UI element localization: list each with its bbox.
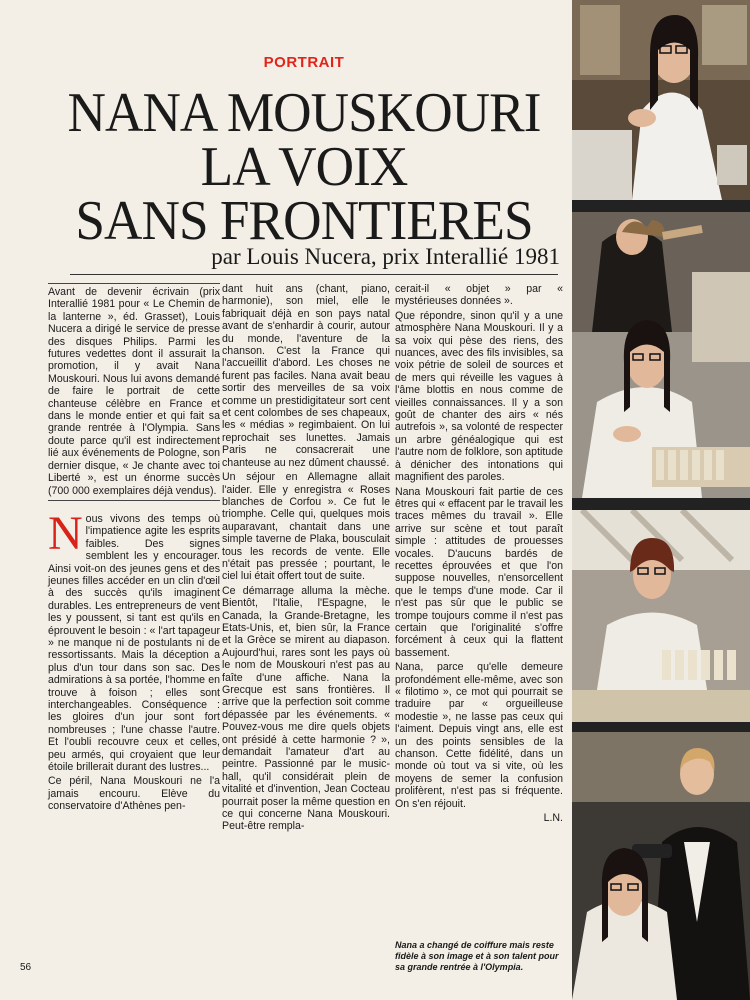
photo-rollers-image — [572, 510, 750, 722]
byline: par Louis Nucera, prix Interallié 1981 — [211, 244, 560, 269]
section-kicker: PORTRAIT — [263, 54, 345, 71]
column-1 — [48, 283, 220, 815]
signature: L.N. — [543, 812, 563, 825]
col3-paragraph-2: Que répondre, sinon qu'il y a une atmosphère Nana Mouskouri. Il y a sa voix qui pèse des riens, des nuances, avec des fils invisibles, sa voix pétrie de soleil de sources et de mers qui réveille les vagues à l'âme blottis en nous comme de vieilles connaissances. Il y a son goût de chanter des airs « nés autrefois », sa volonté de respecter un arbre généalogique qui est l'autre nom de folklore, son aptitude à dénicher des intonations qui magnifient des paroles. — [395, 309, 563, 484]
headline-line-2: LA VOIX — [200, 136, 408, 198]
col2-paragraph-2: Un séjour en Allemagne allait l'aider. Elle y enregistra « Roses blanches de Corfou ». Ce fut le triomphe. Celle qui, quelques mois auparavant, chantait dans une simple taverne de Plaka, bousculait tous les records de vente. Elle n'était pas pressée ; pourtant, le ciel lui était offert tout de suite. — [222, 471, 390, 583]
col3-paragraph-1: cerait-il « objet » par « mystérieuses données ». — [395, 283, 563, 308]
drop-cap: N — [48, 506, 83, 560]
photo-salon-seated — [572, 0, 750, 200]
photo-rollers — [572, 510, 750, 722]
col2-paragraph-3: Ce démarrage alluma la mèche. Bientôt, l'Italie, l'Espagne, le Canada, la Grande-Bretagne, les Etats-Unis, et, bien sûr, la France et la Grèce se mirent au diapason. Aujourd'hui, rares sont les pays où le nom de Mouskouri n'est pas au faîte d'une affiche. Nana la Grecque est sans frontières. Il arrive que la perfection soit comme dépassée par les événements. « Pouvez-vous me dire quels objets ont présidé à cette harmonie ? », demandait l'amateur d'art au peintre. Passionné par le music-hall, qu'il considérait plein de vitalité et d'invention, Jean Cocteau pourrait poser la même question en ce qui concerne Nana Mouskouri. Peut-être rempla- — [222, 584, 390, 833]
photo-blowdry-image — [572, 732, 750, 1000]
col1-paragraph-1 — [48, 506, 220, 774]
photo-strip — [572, 0, 750, 1000]
intro-box: Avant de devenir écrivain (prix Interallié 1981 pour « Le Chemin de la lanterne », éd. Grasset), Louis Nucera a dirigé le service de presse des disques Philips. Parmi les futures vedettes dont il assurait la promotion, il y avait Nana Mouskouri. Nous lui avons demandé de faire le portrait de cette chanteuse célèbre en France et dans le monde entier et qui fait sa grande rentrée à l'Olympia. Sans doute parce qu'il est indirectement lié aux événements de Pologne, son dernier disque, « Je chante avec toi Liberté », est un énorme succès (700 000 exemplaires déjà vendus). — [48, 283, 220, 501]
photo-hairdresser-image — [572, 212, 750, 498]
col1-text: ous vivons des temps où l'impatience agite les esprits faibles. Des signes semblent les y encourager. Ainsi voit-on des jeunes gens et des jeunes filles accéder en un clin d'œil à des succès qu'ils imaginent durables. Les entrepreneurs de vent les y poussent, si tant est qu'ils en éprouvent le besoin : « l'art tapageur » ne manque ni de postulants ni de ressortissants. Mais la déception a plus d'un tour dans son sac. Des admirations à sa portée, l'homme en trouve à foison ; elles sont interchangeables. Conséquence : les gloires d'un jour sont fort nombreuses ; l'une chasse l'autre. Et l'oubli recouvre ceux et celles, peu armés, qui croyaient que leur étoile brillerait durant des lustres... — [48, 512, 220, 774]
column-2 — [222, 283, 390, 835]
photo-salon-seated-image — [572, 0, 750, 200]
col2-paragraph-1: dant huit ans (chant, piano, harmonie), son miel, elle le fabriquait déjà en son pays natal avant de s'enhardir à courir, autour du monde, l'aventure de la chanson. C'est la France qui l'accueillit d'abord. Les choses ne furent pas faciles. Nana avait beau sortir des merveilles de sa voix comme un prestidigitateur sort cent et cent colombes de ses chapeaux, les « médias » regimbaient. On lui reprochait ses lunettes. Jamais Paris ne consacrerait une chanteuse au nez dûment chaussé. — [222, 283, 390, 469]
col1-paragraph-2: Ce péril, Nana Mouskouri ne l'a jamais encouru. Elève du conservatoire d'Athènes pen- — [48, 775, 220, 813]
byline-rule — [70, 274, 558, 275]
page-number: 56 — [20, 962, 32, 973]
headline-line-3: SANS FRONTIERES — [75, 190, 533, 252]
col3-paragraph-3: Nana Mouskouri fait partie de ces êtres qui « effacent par le travail les traces mêmes du travail ». Elle arrive sur scène et tout paraît simple : attitudes de prouesses vocales. D'aucuns bardés de recettes éprouvées et que l'on suppose nouvelles, n'ensorcellent que le temps d'une mode. Car il n'est pas sûr que le public se trompe toujours comme il n'est pas certain que l'originalité s'offre forcément à ceux qui la flattent bassement. — [395, 485, 563, 659]
column-3 — [395, 283, 563, 826]
headline — [57, 82, 551, 252]
col3-paragraph-4: Nana, parce qu'elle demeure profondément elle-même, avec son « filotimo », ce mot qui pourrait se traduire par « orgueilleuse modestie », ne lasse pas ceux qui l'aiment. Depuis vingt ans, elle est un des points sensibles de la chanson. Cette fidélité, dans un monde où tout va si vite, où les moyens de semer la confusion prolifèrent, n'est pas si fréquente. On s'en réjouit. — [395, 661, 563, 810]
photo-blowdry — [572, 732, 750, 1000]
headline-line-1: NANA MOUSKOURI — [67, 82, 541, 144]
photo-hairdresser — [572, 212, 750, 498]
photo-caption: Nana a changé de coiffure mais reste fidèle à son image et à son talent pour sa grande rentrée à l'Olympia. — [395, 940, 559, 972]
